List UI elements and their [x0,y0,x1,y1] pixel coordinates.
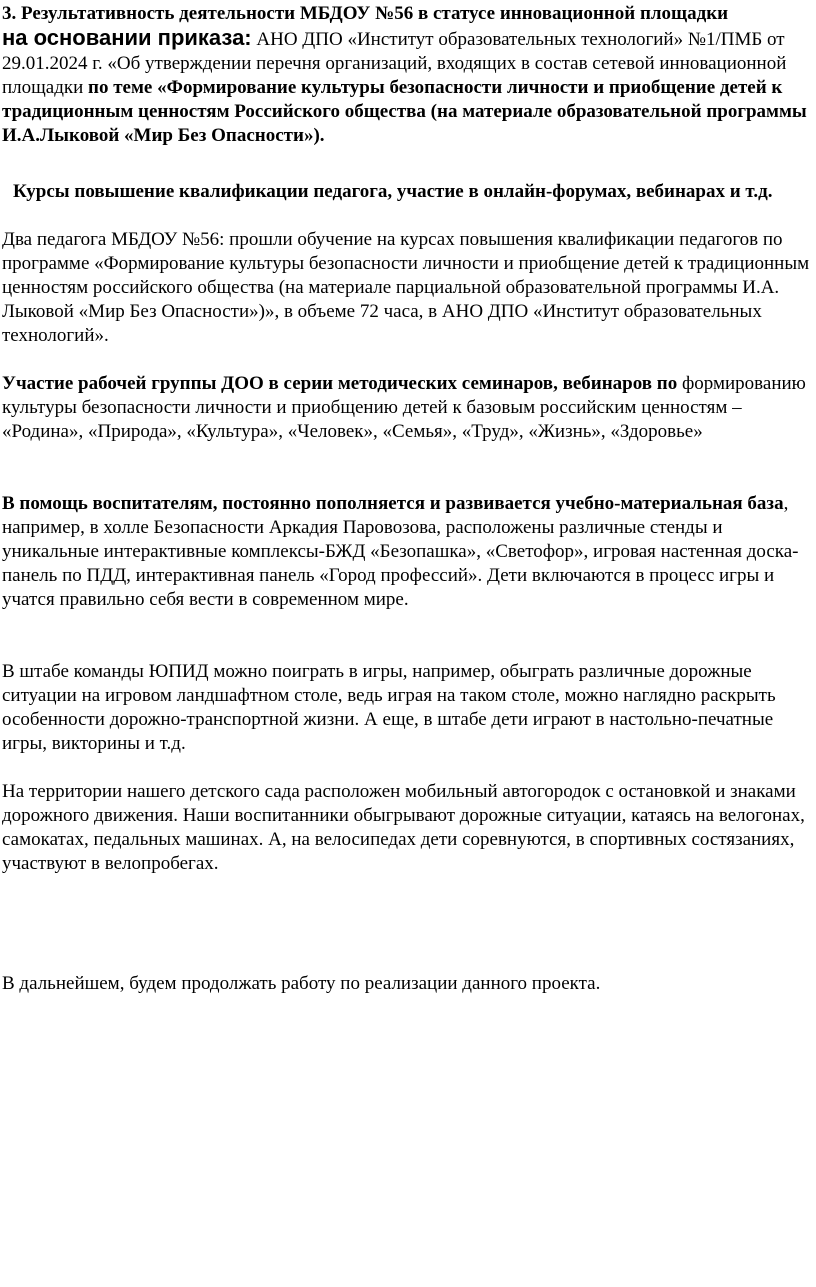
section-heading-title: 3. Результативность деятельности МБДОУ №56 в статусе инновационной площадки [2,3,729,24]
section-heading [2,2,814,148]
section-heading-basis: на основании приказа: [2,25,252,50]
seminars-bold: Участие рабочей группы ДОО в серии методических семинаров, вебинаров по [2,373,678,394]
materials-text: , например, в холле Безопасности Аркадия Паровозова, расположены различные стенды и уникальные интерактивные комплексы-БЖД «Безопашка», «Светофор», игровая настенная доска-панель по ПДД, интерактивная панель «Город профессий». Дети включаются в процесс игры и учатся правильно себя вести в современном мире. [2,493,799,610]
section-heading-order: АНО ДПО «Институт образовательных технологий» №1/ПМБ от 29.01.2024 г. «Об утверждении перечня организаций, входящих в состав сетевой инновационной площадки [2,29,787,98]
materials-bold: В помощь воспитателям, постоянно пополняется и развивается учебно-материальная база [2,493,784,514]
section-heading-topic: по теме «Формирование культуры безопасности личности и приобщение детей к традиционным ценностям Российского общества (на материале образовательной программы И.А.Лыковой «Мир Без Опасности»). [2,77,807,146]
materials-paragraph [2,492,814,612]
seminars-paragraph [2,372,814,444]
final-paragraph: В дальнейшем, будем продолжать работу по реализации данного проекта. [2,973,601,994]
courses-paragraph: Два педагога МБДОУ №56: прошли обучение на курсах повышения квалификации педагогов по программе «Формирование культуры безопасности личности и приобщение детей к традиционным ценностям российского общества (на материале парциальной образовательной программы И.А. Лыковой «Мир Без Опасности»)», в объеме 72 часа, в АНО ДПО «Институт образовательных технологий». [2,229,810,346]
autotown-paragraph: На территории нашего детского сада расположен мобильный автогородок с остановкой и знаками дорожного движения. Наши воспитанники обыгрывают дорожные ситуации, катаясь на велогонах, самокатах, педальных машинах. А, на велосипедах дети соревнуются, в спортивных состязаниях, участвуют в велопробегах. [2,781,805,874]
seminars-text: формированию культуры безопасности личности и приобщению детей к базовым российским ценностям – «Родина», «Природа», «Культура», «Человек», «Семья», «Труд», «Жизнь», «Здоровье» [2,373,806,442]
courses-heading: Курсы повышение квалификации педагога, участие в онлайн-форумах, вебинарах и т.д. [13,181,773,202]
yupid-paragraph: В штабе команды ЮПИД можно поиграть в игры, например, обыграть различные дорожные ситуации на игровом ландшафтном столе, ведь играя на таком столе, можно наглядно раскрыть особенности дорожно-транспортной жизни. А еще, в штабе дети играют в настольно-печатные игры, викторины и т.д. [2,661,776,754]
